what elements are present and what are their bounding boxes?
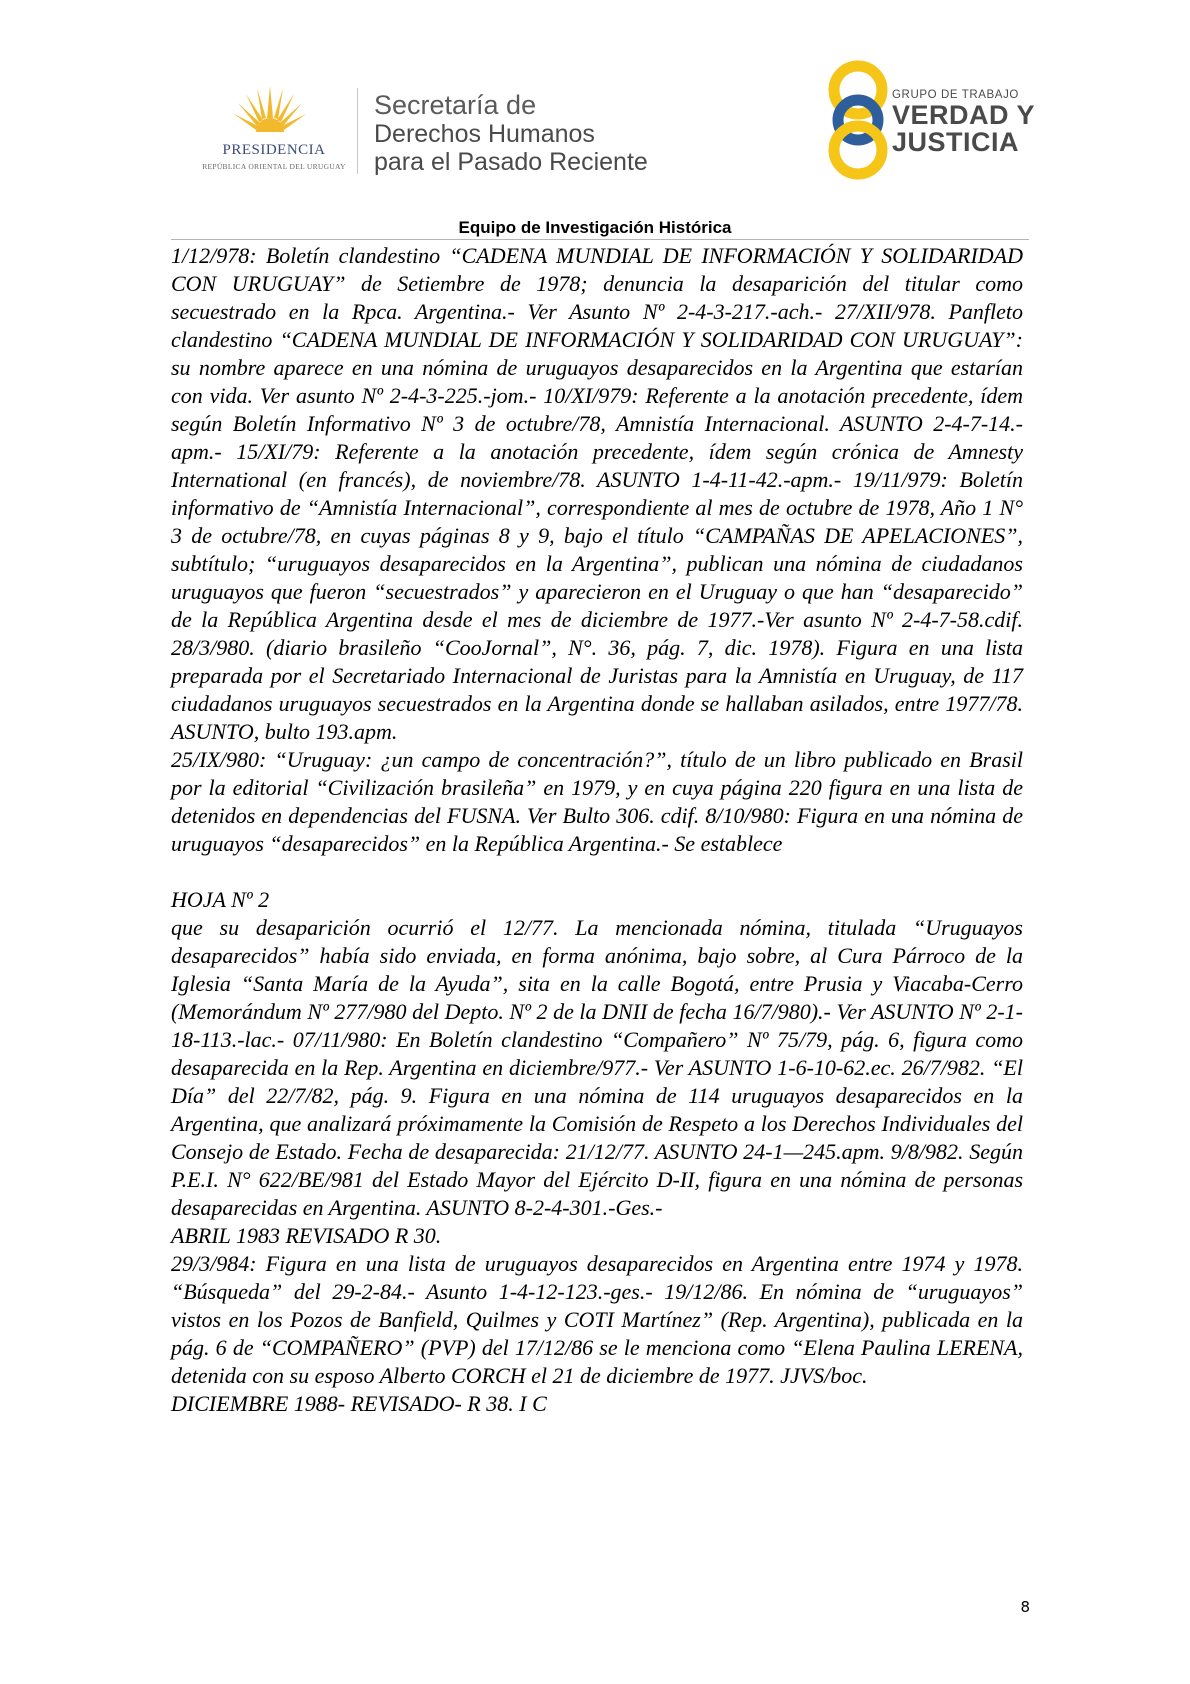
presidencia-logo [196,84,352,180]
body-paragraph: que su desaparición ocurrió el 12/77. La mencionada nómina, titulada “Uruguayos desaparecidos” había sido enviada, en forma anónima, bajo sobre, al Cura Párroco de la Iglesia “Santa María de la Ayuda”, sita en la calle Bogotá, entre Prusia y Viacaba-Cerro (Memorándum Nº 277/980 del Depto. Nº 2 de la DNII de fecha 16/7/980).- Ver ASUNTO Nº 2-1-18-113.-lac.- 07/11/980: En Boletín clandestino “Compañero” Nº 75/79, pág. 6, figura como desaparecida en la Rep. Argentina en diciembre/977.- Ver ASUNTO 1-6-10-62.ec. 26/7/982. “El Día” del 22/7/82, pág. 9. Figura en una nómina de 114 uruguayos desaparecidos en la Argentina, que analizará próximamente la Comisión de Respeto a los Derechos Individuales del Consejo de Estado. Fecha de desaparecida: 21/12/77. ASUNTO 24-1—245.apm. 9/8/982. Según P.E.I. N° 622/BE/981 del Estado Mayor del Ejército D-II, figura en una nómina de personas desaparecidas en Argentina. ASUNTO 8-2-4-301.-Ges.- [171,915,1023,1220]
secretaria-line-3: para el Pasado Reciente [374,148,648,176]
page-number: 8 [1020,1598,1030,1616]
body-paragraph: 29/3/984: Figura en una lista de uruguayos desaparecidos en Argentina entre 1974 y 1978. “Búsqueda” del 29-2-84.- Asunto 1-4-12-123.-ges.- 19/12/86. En nómina de “uruguayos” vistos en los Pozos de Banfield, Quilmes y COTI Martínez” (Rep. Argentina), publicada en la pág. 6 de “COMPAÑERO” (PVP) del 17/12/86 se le menciona como “Elena Paulina LERENA, detenida con su esposo Alberto CORCH el 21 de diciembre de 1977. JJVS/boc. [171,1251,1023,1388]
header-divider [357,88,358,174]
hoja-label: HOJA Nº 2 [171,887,270,912]
document-body [171,242,1023,1418]
grupo-trabajo-label: GRUPO DE TRABAJO [892,89,1019,101]
body-paragraph: 1/12/978: Boletín clandestino “CADENA MUNDIAL DE INFORMACIÓN Y SOLIDARIDAD CON URUGUAY” de Setiembre de 1978; denuncia la desaparición del titular como secuestrado en la Rpca. Argentina.- Ver Asunto Nº 2-4-3-217.-ach.- 27/XII/978. Panfleto clandestino “CADENA MUNDIAL DE INFORMACIÓN Y SOLIDARIDAD CON URUGUAY”: su nombre aparece en una nómina de uruguayos desaparecidos en la Argentina que estarían con vida. Ver asunto Nº 2-4-3-225.-jom.- 10/XI/979: Referente a la anotación precedente, ídem según Boletín Informativo Nº 3 de octubre/78, Amnistía Internacional. ASUNTO 2-4-7-14.-apm.- 15/XI/79: Referente a la anotación precedente, ídem según crónica de Amnesty International (en francés), de noviembre/78. ASUNTO 1-4-11-42.-apm.- 19/11/979: Boletín informativo de “Amnistía Internacional”, correspondiente al mes de octubre de 1978, Año 1 N° 3 de octubre/78, en cuyas páginas 8 y 9, bajo el título “CAMPAÑAS DE APELACIONES”, subtítulo; “uruguayos desaparecidos en la Argentina”, publican una nómina de ciudadanos uruguayos que fueron “secuestrados” y aparecieron en el Uruguay o que han “desaparecido” de la República Argentina desde el mes de diciembre de 1977.-Ver asunto Nº 2-4-7-58.cdif. 28/3/980. (diario brasileño “CooJornal”, N°. 36, pág. 7, dic. 1978). Figura en una lista preparada por el Secretariado Internacional de Juristas para la Amnistía en Uruguay, de 117 ciudadanos uruguayos secuestrados en la Argentina donde se hallaban asilados, entre 1977/78. ASUNTO, bulto 193.apm. [171,243,1023,744]
revision-note: ABRIL 1983 REVISADO R 30. [171,1223,442,1248]
secretaria-line-2: Derechos Humanos [374,120,595,148]
justicia-label: JUSTICIA [892,127,1020,157]
presidencia-subtitle: REPÚBLICA ORIENTAL DEL URUGUAY [202,162,346,171]
secretaria-logo-text [374,90,648,176]
revision-note: DICIEMBRE 1988- REVISADO- R 38. I C [171,1391,547,1416]
header-rule [171,239,1029,240]
presidencia-title: PRESIDENCIA [222,142,326,158]
blank-line [171,858,1023,886]
team-heading: Equipo de Investigación Histórica [458,218,732,237]
verdad-justicia-rings-icon [818,58,898,182]
verdad-justicia-text [892,88,1035,156]
body-paragraph: 25/IX/980: “Uruguay: ¿un campo de concentración?”, título de un libro publicado en Brasil por la editorial “Civilización brasileña” en 1979, y en cuya página 220 figura en una lista de detenidos en dependencias del FUSNA. Ver Bulto 306. cdif. 8/10/980: Figura en una nómina de uruguayos “desaparecidos” en la República Argentina.- Se establece [171,747,1023,856]
sun-emblem-icon [232,84,308,142]
secretaria-line-1: Secretaría de [374,90,537,120]
verdad-label: VERDAD Y [892,100,1036,130]
